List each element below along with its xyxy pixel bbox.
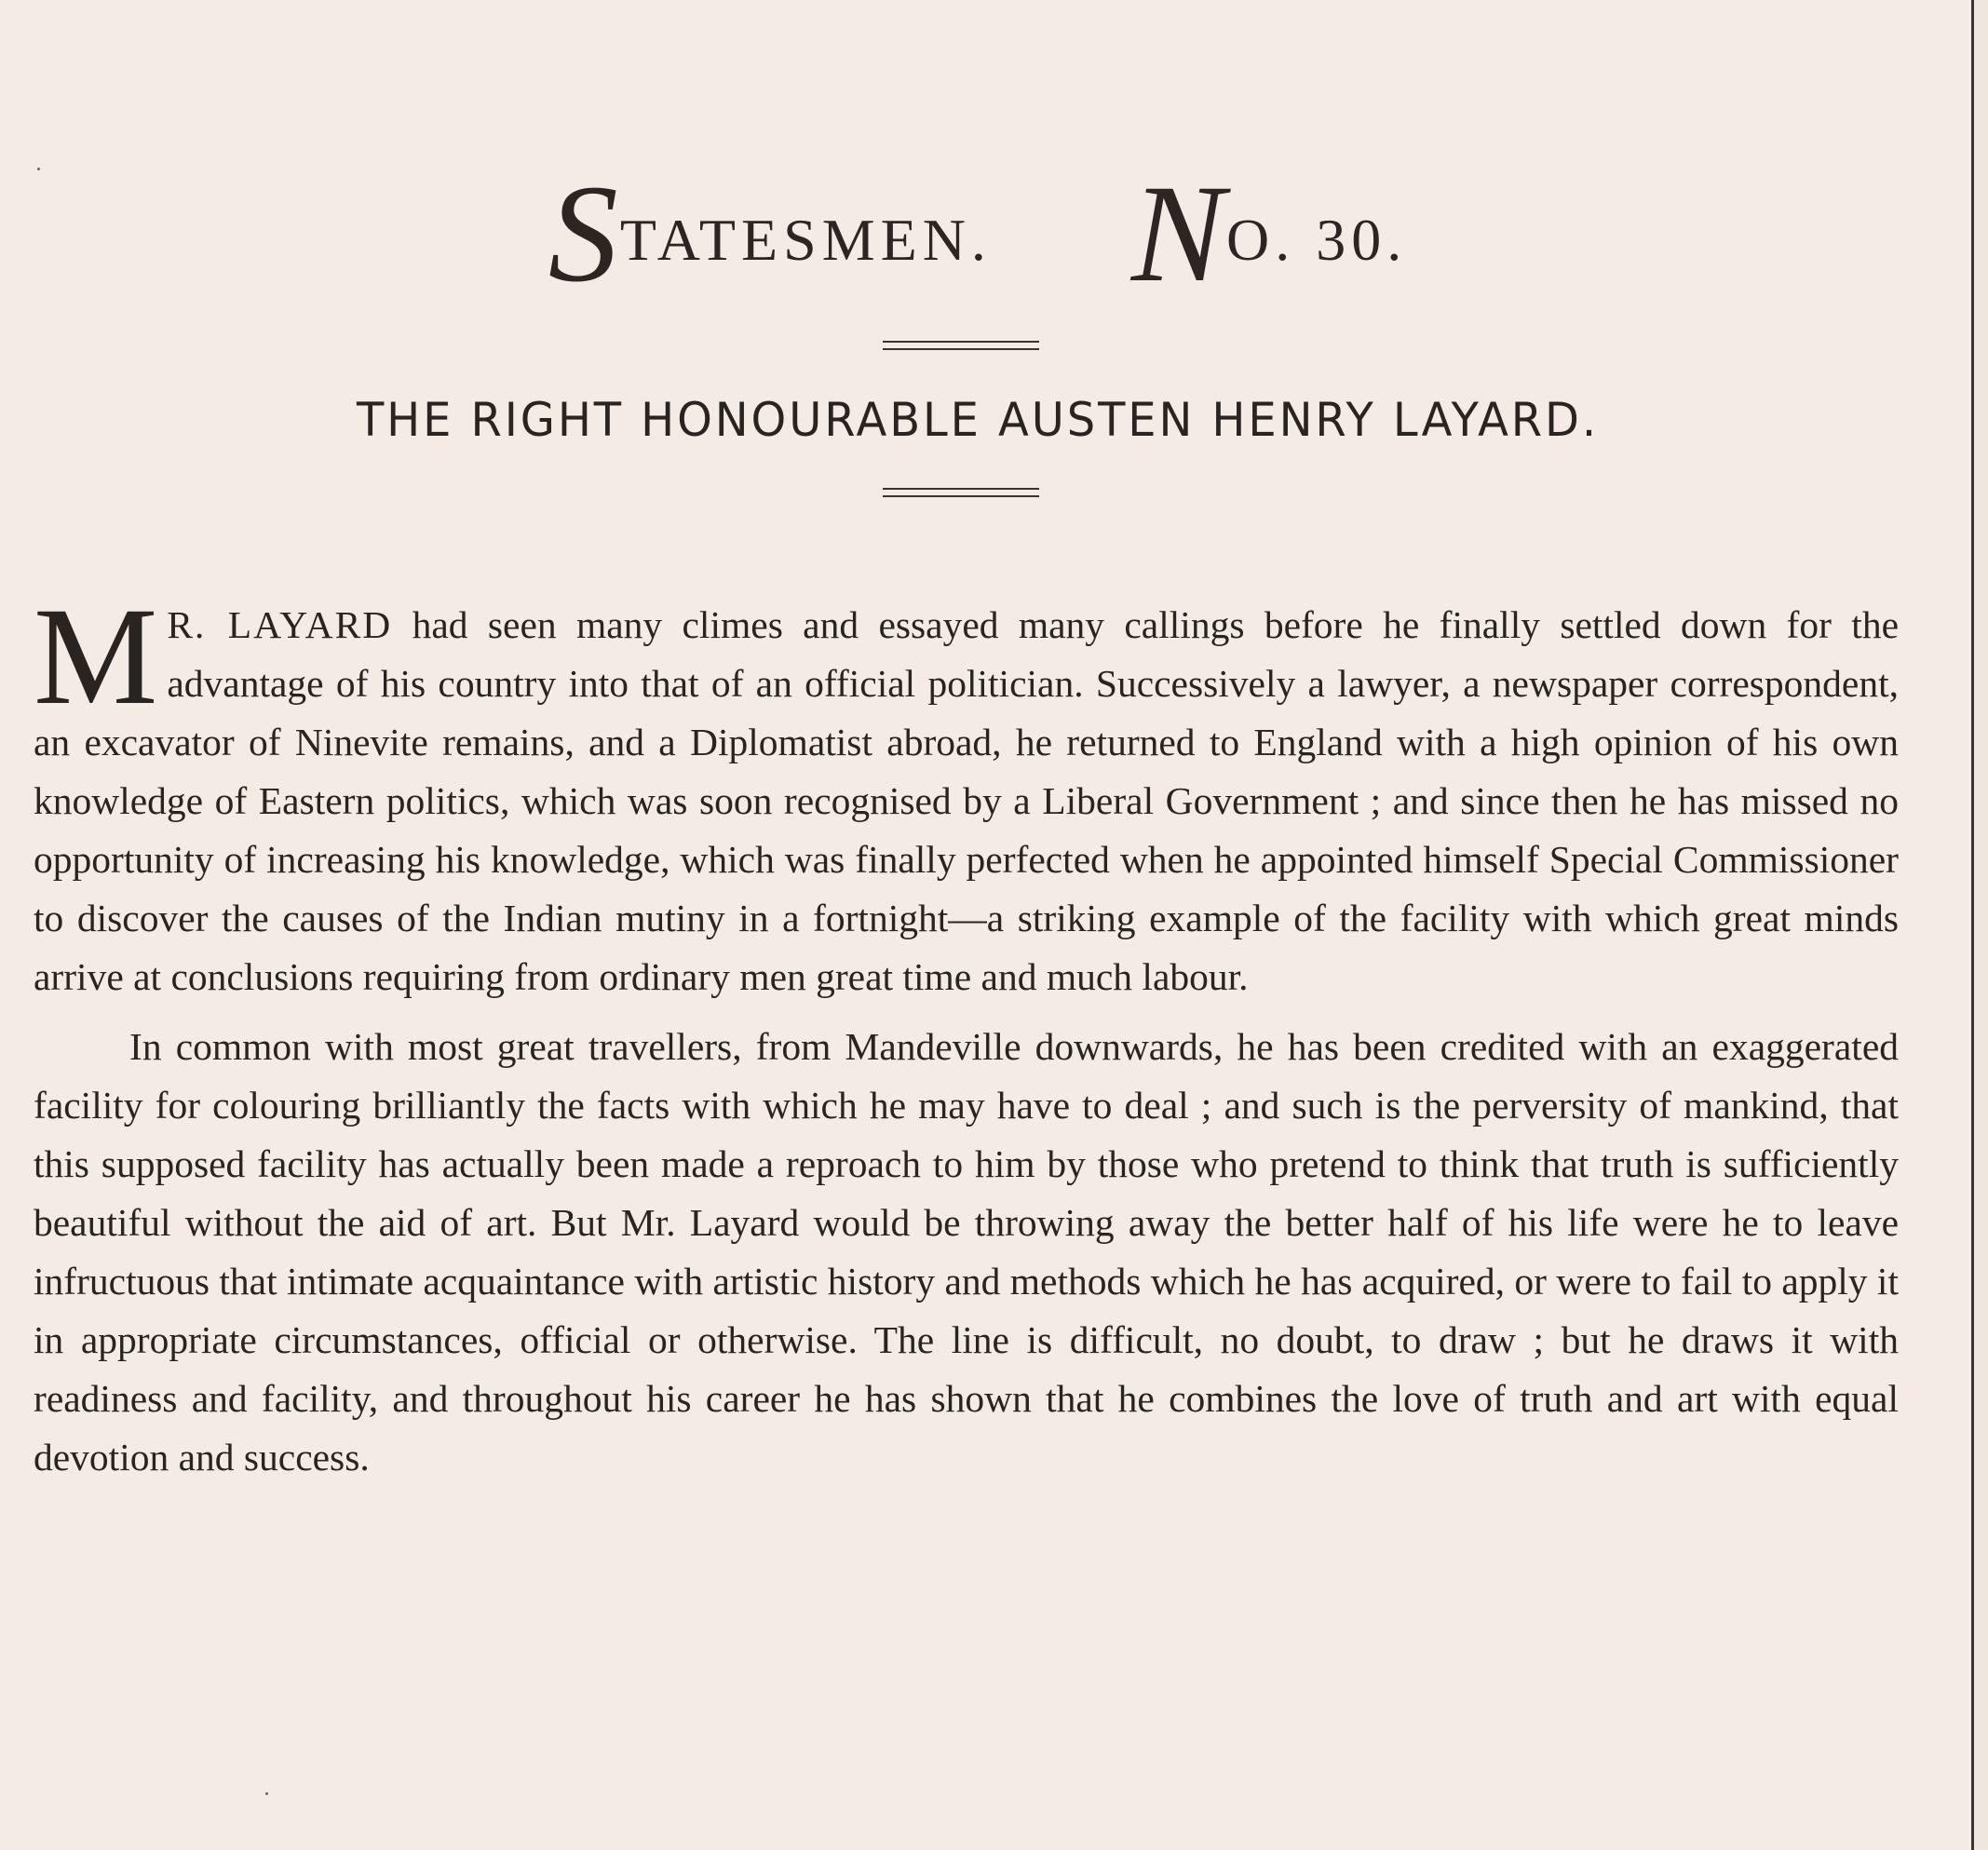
paragraph-1-text: had seen many climes and essayed many callings before he finally settled down for the advantage of his country into that of an official politician. Successively a lawyer, a newspaper correspondent, an excavator of Ninevite remains, and a Diplomatist abroad, he returned to England with a high opinion of his own knowledge of Eastern politics, which was soon recognised by a Liberal Government ; and since then he has missed no opportunity of increasing his knowledge, which was finally perfected when he appointed himself Special Commissioner to discover the causes of the Indian mutiny in a fortnight—a striking example of the facility with which great minds arrive at conclusions requiring from ordinary men great time and much labour. (34, 603, 1899, 998)
double-rule-bottom (883, 488, 1039, 503)
series-heading (0, 154, 1955, 314)
article-title: THE RIGHT HONOURABLE AUSTEN HENRY LAYARD. (356, 393, 1600, 447)
page-right-margin (1974, 0, 1988, 1850)
number-initial: N (1130, 156, 1224, 311)
series-initial: S (548, 156, 618, 311)
double-rule-top (883, 341, 1039, 356)
paper-speck (265, 1792, 268, 1795)
paragraph-2: In common with most great travellers, from Mandeville downwards, he has been credited with an exaggerated facility for colouring brilliantly the facts with which he may have to deal ; and such is the perversity of mankind, that this supposed facility has actually been made a reproach to him by those who pretend to think that truth is sufficiently beautiful without the aid of art. But Mr. Layard would be throwing away the better half of his life were he to leave infructuous that intimate acquaintance with artistic history and methods which he has acquired, or were to fail to apply it in appropriate circumstances, official or otherwise. The line is difficult, no doubt, to draw ; but he draws it with readiness and facility, and throughout his career he has shown that he combines the love of truth and art with equal devotion and success. (34, 1025, 1899, 1479)
paragraph-1 (34, 579, 1899, 1006)
lead-in: R. LAYARD (167, 603, 393, 646)
series-word: TATESMEN. (619, 207, 992, 273)
series-number: O. 30. (1225, 207, 1408, 273)
drop-cap: M (34, 579, 158, 734)
paper-speck (37, 168, 40, 170)
article-body (34, 579, 1899, 1487)
